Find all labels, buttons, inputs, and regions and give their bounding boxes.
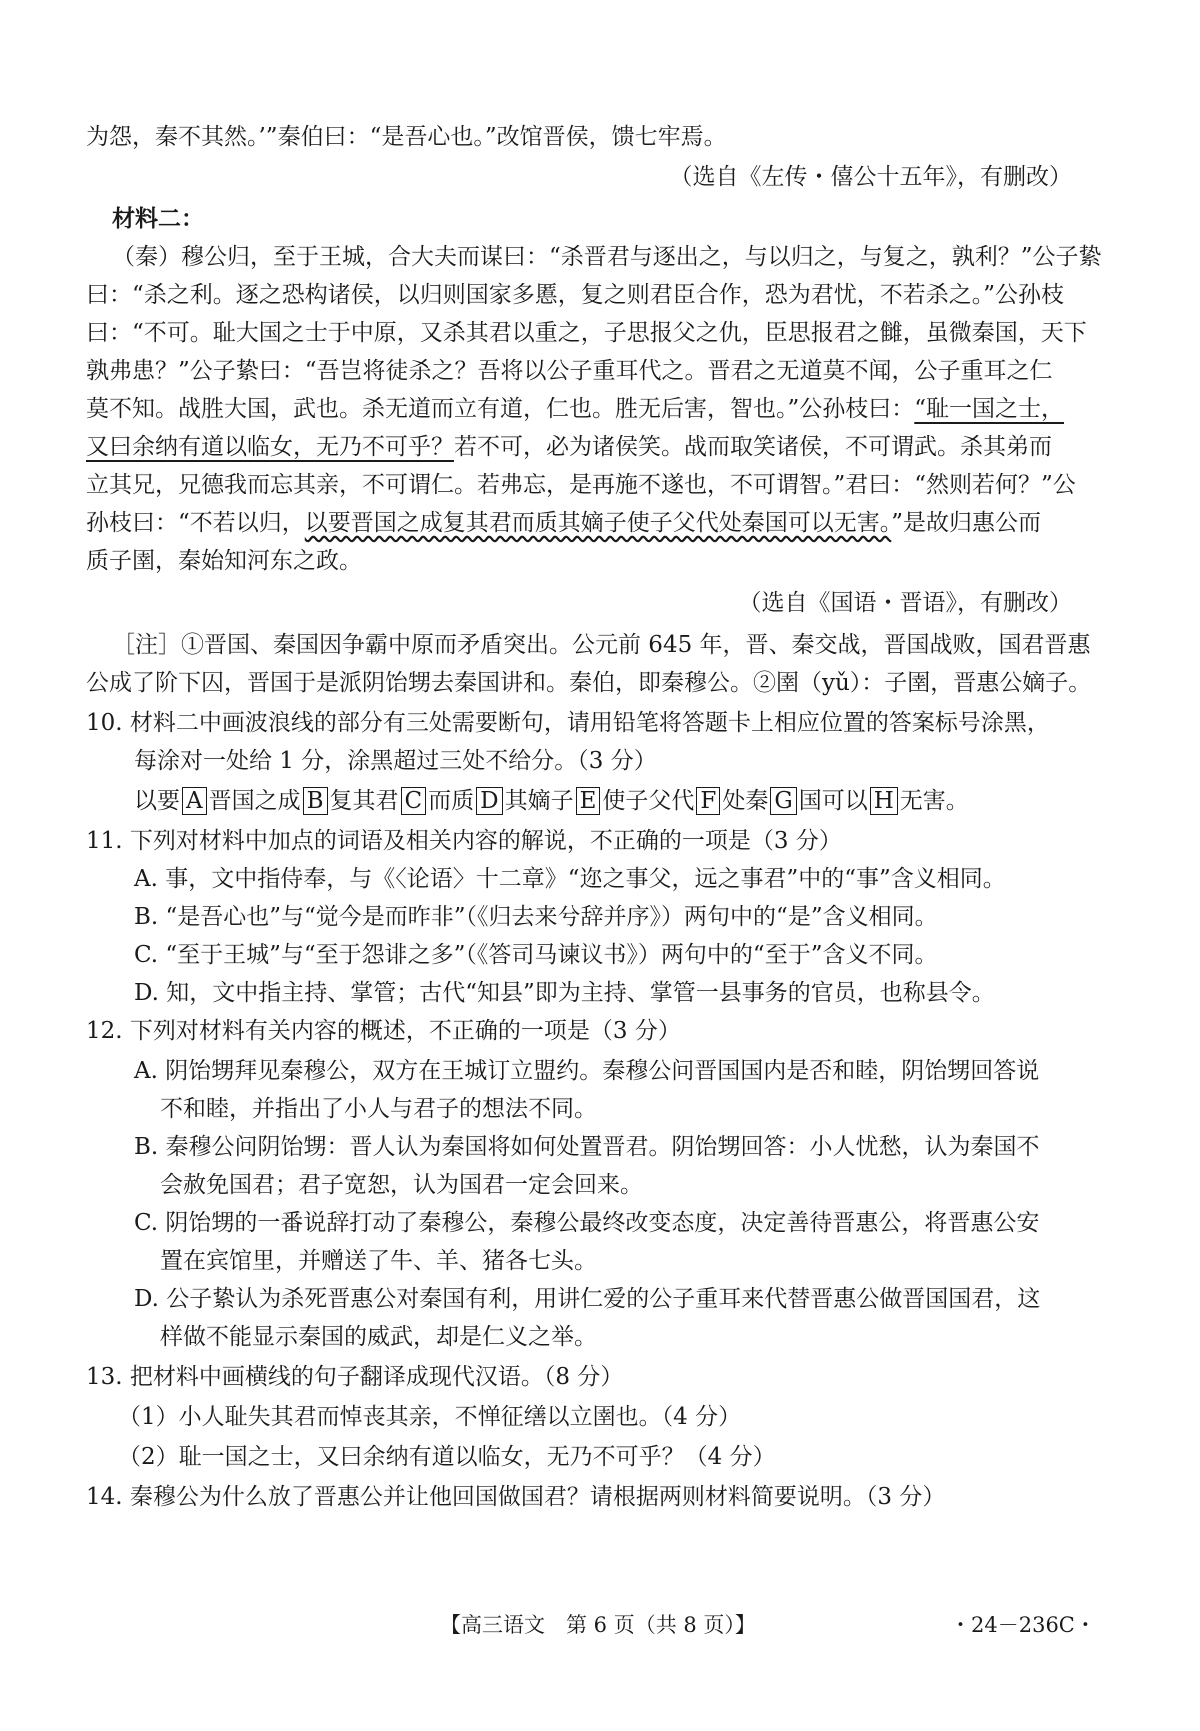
segment-text: 其嫡子: [504, 788, 574, 814]
source-citation: （选自《国语・晋语》，有删改）: [738, 590, 1072, 616]
question-12-stem: 12. 下列对材料有关内容的概述，不正确的一项是（3 分）: [86, 1018, 681, 1044]
option-c: C. “至于王城”与“至于怨诽之多”（《答司马谏议书》）两句中的“至于”含义不同。: [134, 942, 938, 968]
answer-box-a[interactable]: A: [182, 787, 207, 815]
material2-line: 曰：“杀之利。逐之恐构诸侯，以归则国家多慝，复之则君臣合作，恐为君忧，不若杀之。”公孙枝: [86, 282, 1065, 308]
material2-text: 孙枝曰：“不若以归，: [86, 510, 305, 536]
material2-line: 孰弗患？”公子絷曰：“吾岂将徒杀之？吾将以公子重耳代之。晋君之无道莫不闻，公子重耳之仁: [86, 358, 1053, 384]
material2-line: [86, 504, 1200, 537]
segment-text: 处秦: [722, 788, 769, 814]
answer-box-c[interactable]: C: [401, 787, 427, 815]
question-11-stem: 11. 下列对材料中加点的词语及相关内容的解说，不正确的一项是（3 分）: [86, 828, 842, 854]
question-14-stem: 14. 秦穆公为什么放了晋惠公并让他回国做国君？请根据两则材料简要说明。（3 分）: [86, 1484, 946, 1510]
note-line: ［注］①晋国、秦国因争霸中原而矛盾突出。公元前 645 年，晋、秦交战，晋国战败，国君晋惠: [112, 632, 1091, 658]
answer-box-d[interactable]: D: [476, 787, 502, 815]
segment-text: 以要: [134, 788, 180, 814]
option-a: A. 事，文中指侍奉，与《〈论语〉十二章》“迩之事父，远之事君”中的“事”含义相同。: [134, 866, 1006, 892]
underlined-sentence: 又曰余纳有道以临女，无乃不可乎？: [86, 434, 454, 460]
page-footer: 【高三语文 第 6 页（共 8 页）】: [440, 1613, 756, 1637]
option-c: C. 阴饴甥的一番说辞打动了秦穆公，秦穆公最终改变态度，决定善待晋惠公，将晋惠公安: [134, 1210, 1040, 1236]
option-a-cont: 不和睦，并指出了小人与君子的想法不同。: [160, 1096, 597, 1122]
answer-box-e[interactable]: E: [576, 787, 601, 815]
sub-question-1: （1）小人耻失其君而悼丧其亲，不惮征缮以立圉也。（4 分）: [118, 1404, 742, 1430]
segment-text: 而质: [428, 788, 475, 814]
segment-text: 晋国之成: [208, 788, 301, 814]
segment-text: 国可以: [798, 788, 868, 814]
material2-text: 若不可，必为诸侯笑。战而取笑诸侯，不可谓武。杀其弟而: [454, 434, 1052, 460]
material2-text: 莫不知。战胜大国，武也。杀无道而立有道，仁也。胜无后害，智也。”公孙枝曰：: [86, 396, 915, 422]
option-d-cont: 样做不能显示秦国的威武，却是仁义之举。: [160, 1324, 597, 1350]
wavy-underlined-sentence: 以要晋国之成复其君而质其嫡子使子父代处秦国可以无害。: [304, 510, 892, 536]
note-line: 公成了阶下囚，晋国于是派阴饴甥去秦国讲和。秦伯，即秦穆公。②圉（yǔ）：子圉，晋惠公嫡子。: [86, 670, 1092, 696]
option-b: B. “是吾心也”与“觉今是而昨非”（《归去来兮辞并序》）两句中的“是”含义相同。: [134, 904, 938, 930]
option-a: A. 阴饴甥拜见秦穆公，双方在王城订立盟约。秦穆公问晋国国内是否和睦，阴饴甥回答说: [134, 1058, 1040, 1084]
answer-box-g[interactable]: G: [770, 787, 796, 815]
source-citation: （选自《左传・僖公十五年》，有删改）: [669, 164, 1072, 190]
material2-line: 立其兄，兄德我而忘其亲，不可谓仁。若弗忘，是再施不遂也，不可谓智。”君曰：“然则若何？”公: [86, 472, 1076, 498]
question-10-segments: [134, 782, 1200, 815]
material2-line: 质子圉，秦始知河东之政。: [86, 548, 362, 574]
material2-line: [86, 428, 1200, 461]
section-title: 材料二：: [112, 205, 204, 232]
option-d: D. 知，文中指主持、掌管；古代“知县”即为主持、掌管一县事务的官员，也称县令。: [134, 980, 995, 1006]
text-line: 为怨，秦不其然。’”秦伯曰：“是吾心也。”改馆晋侯，馈七牢焉。: [86, 124, 727, 150]
option-d: D. 公子絷认为杀死晋惠公对秦国有利，用讲仁爱的公子重耳来代替晋惠公做晋国国君，这: [134, 1286, 1041, 1312]
question-13-stem: 13. 把材料中画横线的句子翻译成现代汉语。（8 分）: [86, 1364, 624, 1390]
material2-text: ”是故归惠公而: [891, 510, 1042, 536]
option-b: B. 秦穆公问阴饴甥：晋人认为秦国将如何处置晋君。阴饴甥回答：小人忧愁，认为秦国不: [134, 1134, 1040, 1160]
question-10-stem: 每涂对一处给 1 分，涂黑超过三处不给分。（3 分）: [134, 748, 657, 774]
segment-text: 使子父代: [602, 788, 695, 814]
option-b-cont: 会赦免国君；君子宽恕，认为国君一定会回来。: [160, 1172, 643, 1198]
material2-line: [86, 390, 1200, 423]
paper-code: ・24－236C・: [950, 1613, 1096, 1637]
answer-box-b[interactable]: B: [303, 787, 328, 815]
segment-text: 无害。: [899, 788, 969, 814]
answer-box-f[interactable]: F: [696, 787, 720, 815]
material2-line: 曰：“不可。耻大国之士于中原，又杀其君以重之，子思报父之仇，臣思报君之雠，虽微秦国，天下: [86, 320, 1087, 346]
option-c-cont: 置在宾馆里，并赠送了牛、羊、猪各七头。: [160, 1248, 597, 1274]
underlined-sentence: “耻一国之士，: [914, 396, 1065, 422]
question-10-stem: 10. 材料二中画波浪线的部分有三处需要断句，请用铅笔将答题卡上相应位置的答案标号涂黑，: [86, 710, 1050, 736]
material2-line: （秦）穆公归，至于王城，合大夫而谋曰：“杀晋君与逐出之，与以归之，与复之，孰利？”公子絷: [112, 244, 1102, 270]
segment-text: 复其君: [329, 788, 399, 814]
sub-question-2: （2）耻一国之士，又曰余纳有道以临女，无乃不可乎？（4 分）: [118, 1444, 776, 1470]
answer-box-h[interactable]: H: [870, 787, 898, 815]
